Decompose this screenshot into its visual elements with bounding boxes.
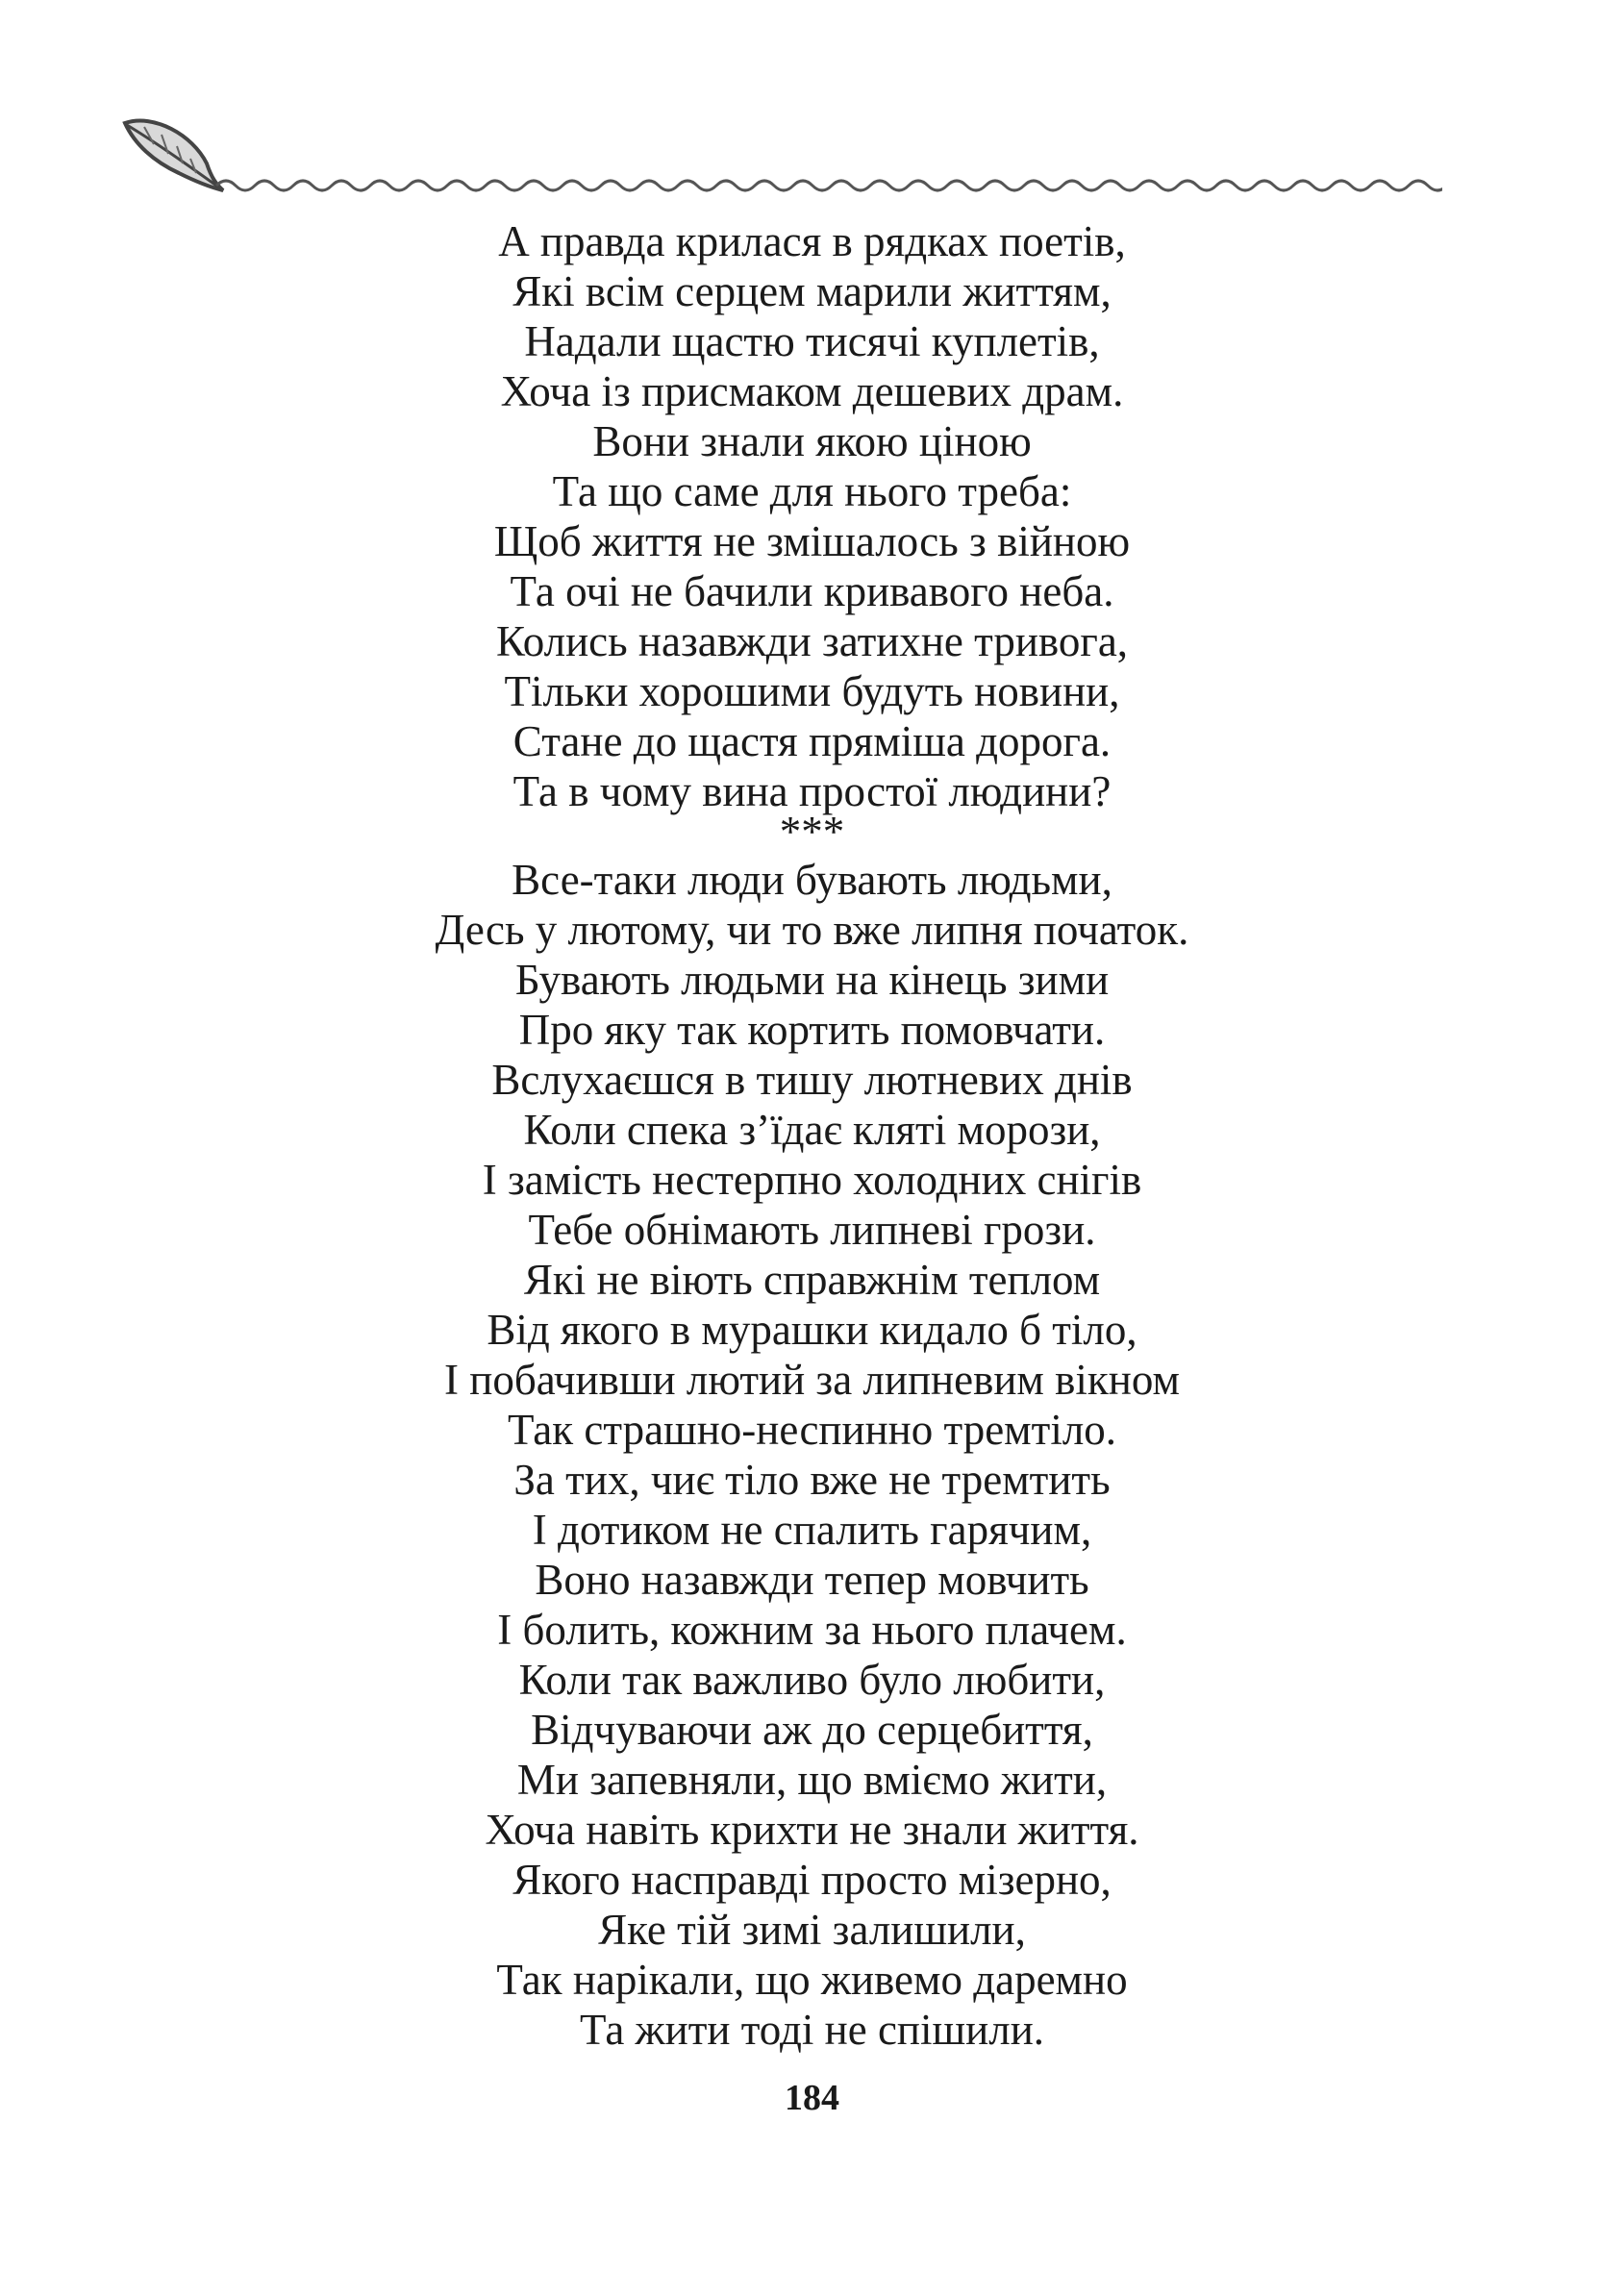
page-number: 184 [785,2078,839,2118]
poem-line: Коли спека з’їдає кляті морози, [523,1106,1101,1154]
poem-line: За тих, чиє тіло вже не тремтить [513,1456,1111,1504]
poem-line: Хоча навіть крихти не знали життя. [485,1806,1139,1854]
poem-text [0,216,1624,2055]
poem-line: Та в чому вина простої людини? [512,767,1112,815]
poem-line: Стане до щастя пряміша дорога. [512,717,1112,765]
poem-line: Бувають людьми на кінець зими [514,956,1110,1004]
poem-line: Ми запевняли, що вміємо жити, [516,1756,1108,1804]
poem-line: Та очі не бачили кривавого неба. [510,567,1114,615]
poem-line: Від якого в мурашки кидало б тіло, [487,1306,1137,1354]
poem-line: І замість нестерпно холодних снігів [482,1156,1142,1204]
poem-line: Відчуваючи аж до серцебиття, [531,1706,1093,1754]
stanza-separator: *** [779,808,845,856]
poem-line: Так нарікали, що живемо даремно [496,1956,1128,2004]
poem-line: Та жити тоді не спішили. [579,2006,1045,2054]
poem-line: Якого насправді просто мізерно, [512,1856,1112,1904]
poem-line: Воно назавжди тепер мовчить [535,1556,1089,1604]
poem-line: І побачивши лютий за липневим вікном [444,1356,1180,1404]
poem-line: Про яку так кортить помовчати. [518,1006,1106,1054]
poem-line: Коли так важливо було любити, [518,1656,1106,1704]
poem-line: Які не віють справжнім теплом [523,1256,1101,1304]
poem-line: І болить, кожним за нього плачем. [497,1606,1127,1654]
poem-line: Щоб життя не змішалось з війною [493,517,1131,565]
poem-line: Вони знали якою ціною [592,417,1032,465]
poem-line: Тільки хорошими будуть новини, [504,667,1120,715]
poem-line: Та що саме для нього треба: [552,467,1072,515]
poem-line: Які всім серцем марили життям, [512,267,1112,315]
poem-line: І дотиком не спалить гарячим, [532,1506,1092,1554]
feather-wave-ornament [115,106,1442,202]
feather-icon [125,121,223,190]
poem-line: Так страшно-неспинно тремтіло. [507,1406,1117,1454]
poem-line: Десь у лютому, чи то вже липня початок. [435,906,1189,954]
poem-line: А правда крилася в рядках поетів, [498,217,1126,265]
poem-line: Тебе обнімають липневі грози. [528,1206,1096,1254]
poem-line: Все-таки люди бувають людьми, [512,856,1112,904]
poem-line: Колись назавжди затихне тривога, [495,617,1129,665]
wave-line [216,181,1442,190]
poem-line: Надали щастю тисячі куплетів, [524,317,1100,365]
poem-line: Вслухаєшся в тишу лютневих днів [491,1056,1133,1104]
poem-line: Яке тій зимі залишили, [598,1906,1026,1954]
poem-line: Хоча із присмаком дешевих драм. [500,367,1124,415]
